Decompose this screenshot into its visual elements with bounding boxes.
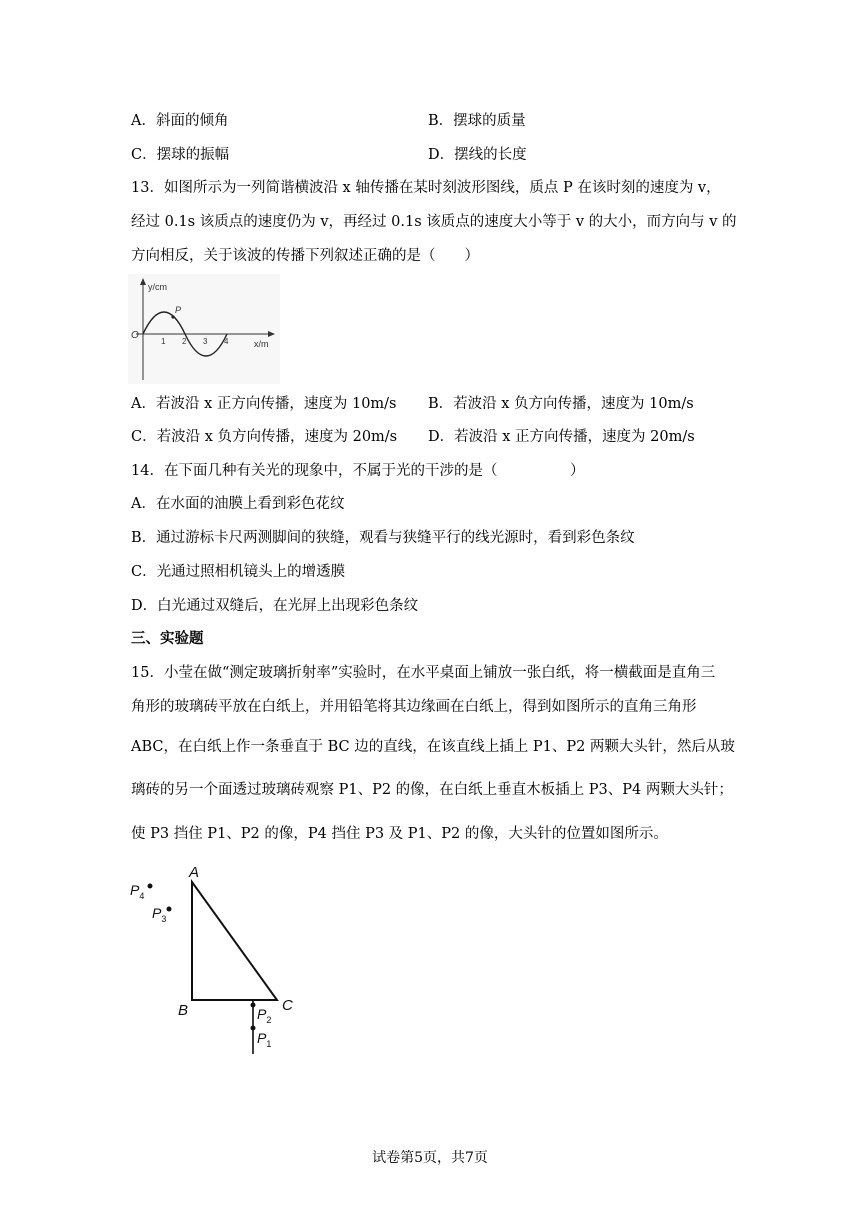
pin-p2 [251,1003,256,1008]
q15-triangle-figure [125,862,305,1060]
q13-option-a: A．若波沿 x 正方向传播，速度为 10m/s [131,396,397,412]
q13-stem-line1: 13．如图所示为一列简谐横波沿 x 轴传播在某时刻波形图线，质点 P 在该时刻的速度为 v， [131,180,721,196]
pin-p3-label: $P_3$ [152,905,167,924]
q13-option-c: C．若波沿 x 负方向传播，速度为 20m/s [131,429,398,445]
q13-option-d: D．若波沿 x 正方向传播，速度为 20m/s [428,429,695,445]
x-tick-2: 2 [182,337,187,346]
pin-p4 [148,884,153,889]
y-axis-label: y/cm [148,282,167,292]
q12-option-c: C．摆球的振幅 [131,147,230,163]
q15-line3: ABC，在白纸上作一条垂直于 BC 边的直线，在该直线上插上 P1、P2 两颗大头针，然后从玻 [131,739,735,755]
q15-line5: 使 P3 挡住 P1、P2 的像，P4 挡住 P3 及 P1、P2 的像，大头针的位置如图所示。 [131,826,668,842]
vertex-a-label: A [189,864,200,881]
pin-p1 [251,1026,256,1031]
q14-stem: 14．在下面几种有关光的现象中，不属于光的干涉的是（ ） [131,463,585,479]
pin-p1-label: $P_1$ [257,1030,272,1049]
x-axis-label: x/m [254,339,269,349]
pin-p2-label: $P_2$ [257,1006,272,1025]
pin-p4-label: $P_4$ [130,882,145,901]
section-heading: 三、实验题 [131,630,204,647]
q14-option-a: A．在水面的油膜上看到彩色花纹 [131,496,345,512]
vertex-b-label: B [178,1002,189,1019]
glass-prism-triangle [192,882,277,1000]
q14-option-d: D．白光通过双缝后，在光屏上出现彩色条纹 [131,598,419,614]
q15-line4: 璃砖的另一个面透过玻璃砖观察 P1、P2 的像，在白纸上垂直木板插上 P3、P4 两颗大头针； [131,782,733,798]
vertex-c-label: C [282,997,293,1014]
x-tick-4: 4 [224,337,229,346]
page-footer: 试卷第5页，共7页 [372,1150,488,1166]
pin-p3 [167,907,172,912]
q15-line2: 角形的玻璃砖平放在白纸上，并用铅笔将其边缘画在白纸上，得到如图所示的直角三角形 [131,699,697,715]
point-p-label: P [175,305,182,315]
q12-option-b: B．摆球的质量 [428,113,526,129]
q12-option-d: D．摆线的长度 [428,147,527,163]
q15-line1: 15．小莹在做“测定玻璃折射率”实验时，在水平桌面上铺放一张白纸，将一横截面是直角三 [131,665,716,681]
q12-option-a: A．斜面的倾角 [131,113,229,129]
q14-option-b: B．通过游标卡尺两测脚间的狭缝，观看与狭缝平行的线光源时，看到彩色条纹 [131,530,635,546]
x-tick-3: 3 [203,337,208,346]
q13-option-b: B．若波沿 x 负方向传播，速度为 10m/s [428,396,694,412]
q13-stem-line2: 经过 0.1s 该质点的速度仍为 v，再经过 0.1s 该质点的速度大小等于 v 的大小，而方向与 v 的 [131,214,737,230]
q13-stem-line3: 方向相反，关于该波的传播下列叙述正确的是（ ） [131,248,479,264]
origin-label: O [131,330,139,341]
q13-wave-figure [128,274,280,384]
point-p-marker [171,315,174,318]
x-tick-1: 1 [161,337,166,346]
q14-option-c: C．光通过照相机镜头上的增透膜 [131,564,346,580]
